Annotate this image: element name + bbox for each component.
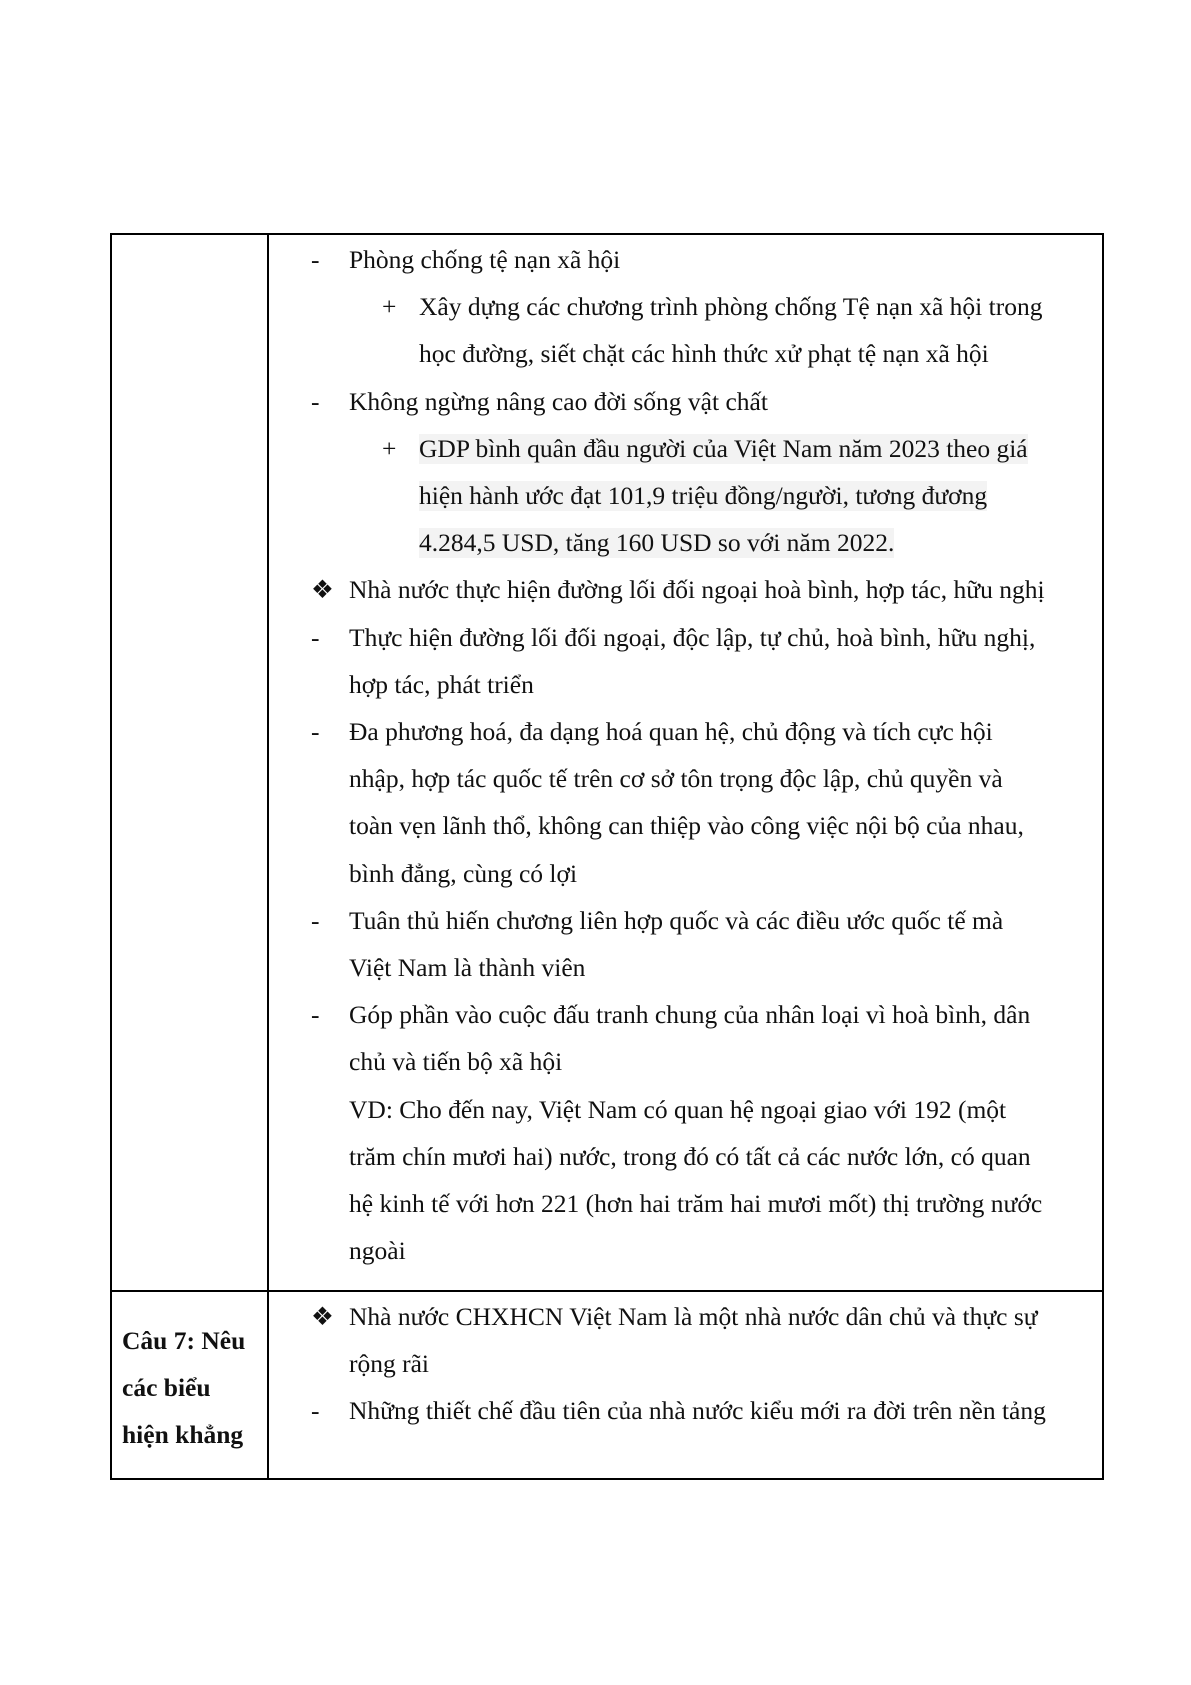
dash-bullet-marker: - <box>311 622 320 652</box>
answer-cell <box>268 234 1103 1291</box>
question-cell <box>111 234 268 1291</box>
answer-text-line: Góp phần vào cuộc đấu tranh chung của nhân loại vì hoà bình, dân <box>349 1000 1031 1030</box>
question-text-line: các biểu <box>122 1373 211 1403</box>
answer-text-line: rộng rãi <box>349 1349 430 1379</box>
plus-bullet-marker: + <box>382 433 397 463</box>
diamond-bullet-icon: ❖ <box>311 1302 334 1331</box>
answer-text-line: Phòng chống tệ nạn xã hội <box>349 245 621 274</box>
answer-text-line: VD: Cho đến nay, Việt Nam có quan hệ ngoại giao với 192 (một <box>349 1094 1007 1124</box>
answer-text-line: Không ngừng nâng cao đời sống vật chất <box>349 386 768 416</box>
dash-bullet-marker: - <box>311 1396 320 1426</box>
answer-cell <box>268 1291 1103 1479</box>
answer-text-line: hiện hành ước đạt 101,9 triệu đồng/người, tương đương <box>419 481 988 510</box>
content-table <box>110 233 1104 1480</box>
plus-bullet-marker: + <box>382 292 397 322</box>
answer-text-line: Thực hiện đường lối đối ngoại, độc lập, tự chủ, hoà bình, hữu nghị, <box>349 622 1036 652</box>
answer-text-line: bình đẳng, cùng có lợi <box>349 858 578 888</box>
answer-text-line: GDP bình quân đầu người của Việt Nam năm 2023 theo giá <box>419 433 1028 463</box>
answer-text-line: hợp tác, phát triển <box>349 669 534 699</box>
answer-text-line: Nhà nước thực hiện đường lối đối ngoại hoà bình, hợp tác, hữu nghị <box>349 575 1045 605</box>
answer-text-line: Những thiết chế đầu tiên của nhà nước kiểu mới ra đời trên nền tảng <box>349 1396 1046 1426</box>
dash-bullet-marker: - <box>311 905 320 935</box>
question-text-line: hiện khẳng <box>122 1420 244 1450</box>
dash-bullet-marker: - <box>311 717 320 746</box>
answer-text-line: nhập, hợp tác quốc tế trên cơ sở tôn trọng độc lập, chủ quyền và <box>349 764 1003 794</box>
answer-text-line: hệ kinh tế với hơn 221 (hơn hai trăm hai mươi mốt) thị trường nước <box>349 1189 1043 1218</box>
answer-text-line: học đường, siết chặt các hình thức xử phạt tệ nạn xã hội <box>419 339 989 369</box>
answer-text-line: Việt Nam là thành viên <box>349 953 586 982</box>
answer-text-line: ngoài <box>349 1236 406 1266</box>
dash-bullet-marker: - <box>311 1000 320 1030</box>
dash-bullet-marker: - <box>311 386 320 416</box>
dash-bullet-marker: - <box>311 245 320 274</box>
answer-text-line: chủ và tiến bộ xã hội <box>349 1047 563 1077</box>
answer-text-line: 4.284,5 USD, tăng 160 USD so với năm 2022. <box>419 528 895 558</box>
question-cell <box>111 1291 268 1479</box>
table-row <box>111 1291 1103 1479</box>
table-row <box>111 234 1103 1291</box>
diamond-bullet-icon: ❖ <box>311 575 334 605</box>
answer-text-line: Đa phương hoá, đa dạng hoá quan hệ, chủ động và tích cực hội <box>349 717 993 746</box>
answer-text-line: toàn vẹn lãnh thổ, không can thiệp vào công việc nội bộ của nhau, <box>349 811 1024 841</box>
question-text-line: Câu 7: Nêu <box>122 1326 246 1355</box>
answer-text-line: trăm chín mươi hai) nước, trong đó có tất cả các nước lớn, có quan <box>349 1141 1031 1171</box>
answer-text-line: Tuân thủ hiến chương liên hợp quốc và các điều ước quốc tế mà <box>349 905 1004 935</box>
answer-text-line: Nhà nước CHXHCN Việt Nam là một nhà nước dân chủ và thực sự <box>349 1302 1038 1331</box>
answer-text-line: Xây dựng các chương trình phòng chống Tệ nạn xã hội trong <box>419 292 1043 322</box>
